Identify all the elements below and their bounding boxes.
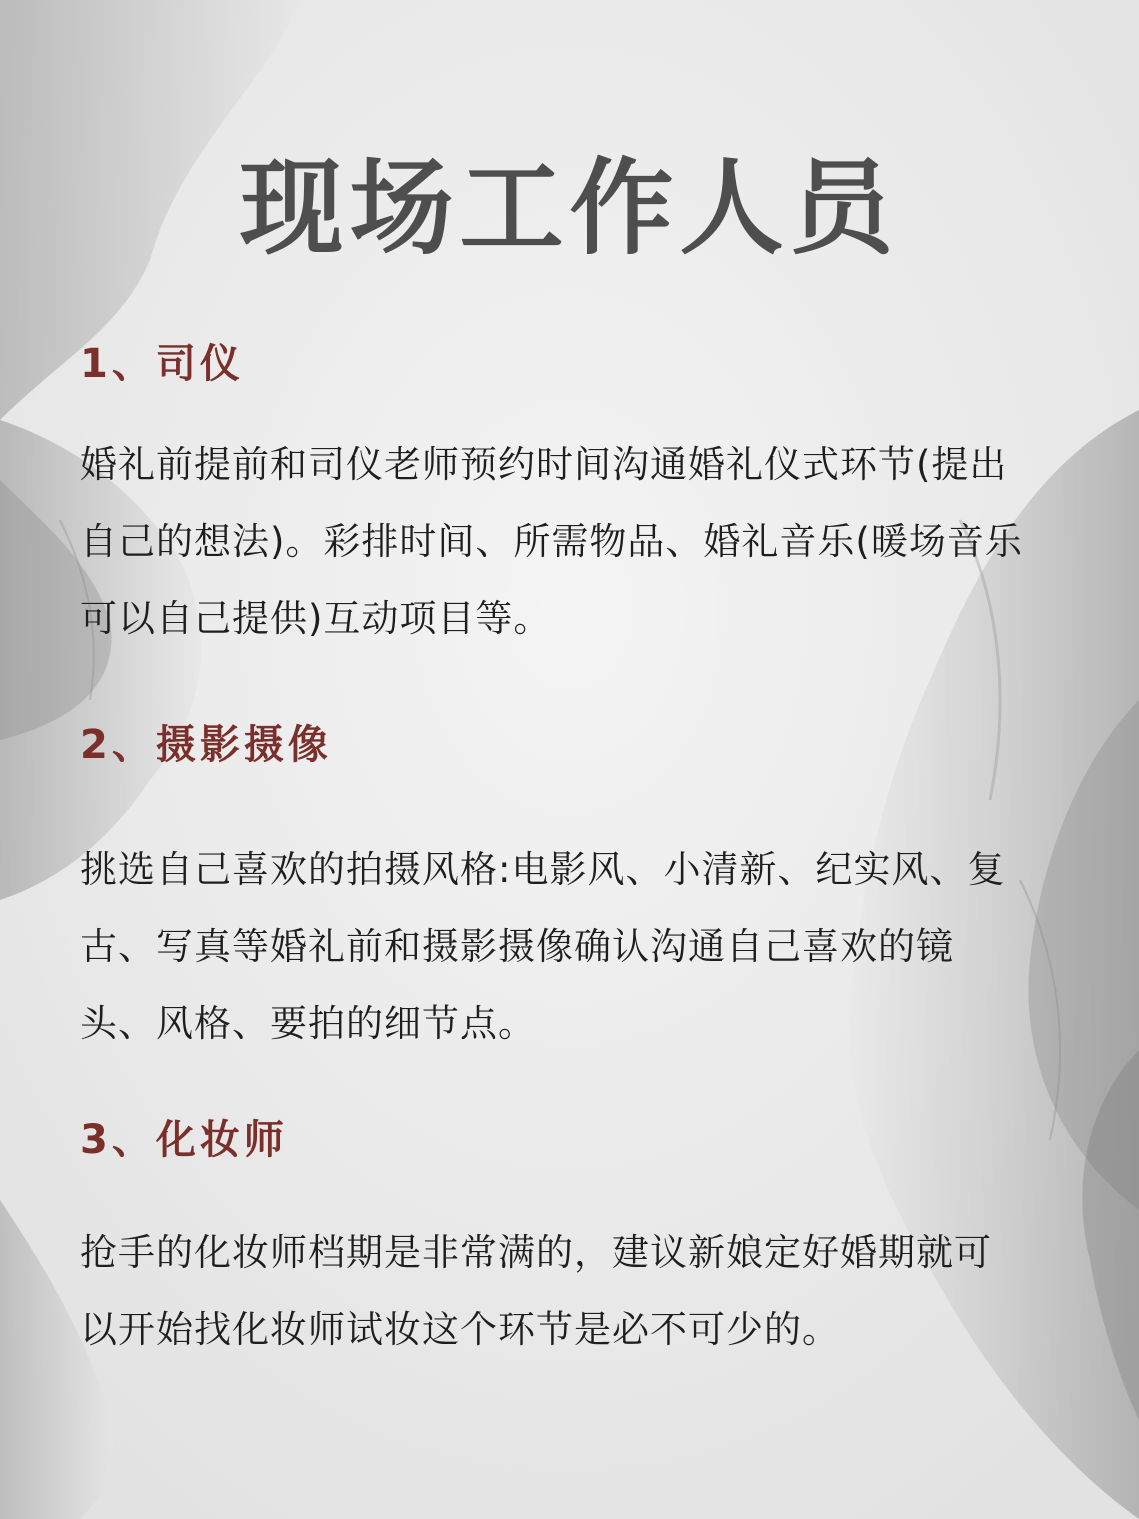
section-heading-makeup-artist: 3、化妆师 — [80, 1117, 288, 1163]
section-heading-photography: 2、摄影摄像 — [80, 722, 332, 768]
body-line: 头、风格、要拍的细节点。 — [80, 1002, 536, 1045]
section-body-makeup-artist — [80, 1214, 1080, 1368]
body-line: 古、写真等婚礼前和摄影摄像确认沟通自己喜欢的镜 — [80, 925, 954, 968]
body-line: 抢手的化妆师档期是非常满的，建议新娘定好婚期就可 — [80, 1231, 992, 1274]
section-heading-emcee: 1、司仪 — [80, 341, 244, 387]
page-title: 现场工作人员 — [239, 147, 900, 269]
section-body-emcee — [80, 426, 1080, 657]
body-line: 以开始找化妆师试妆这个环节是必不可少的。 — [80, 1308, 840, 1351]
body-line: 可以自己提供)互动项目等。 — [80, 597, 552, 640]
body-line: 自己的想法)。彩排时间、所需物品、婚礼音乐(暖场音乐 — [80, 520, 1023, 563]
section-body-photography — [80, 831, 1080, 1062]
body-line: 婚礼前提前和司仪老师预约时间沟通婚礼仪式环节(提出 — [80, 443, 1008, 486]
body-line: 挑选自己喜欢的拍摄风格:电影风、小清新、纪实风、复 — [80, 848, 1006, 891]
